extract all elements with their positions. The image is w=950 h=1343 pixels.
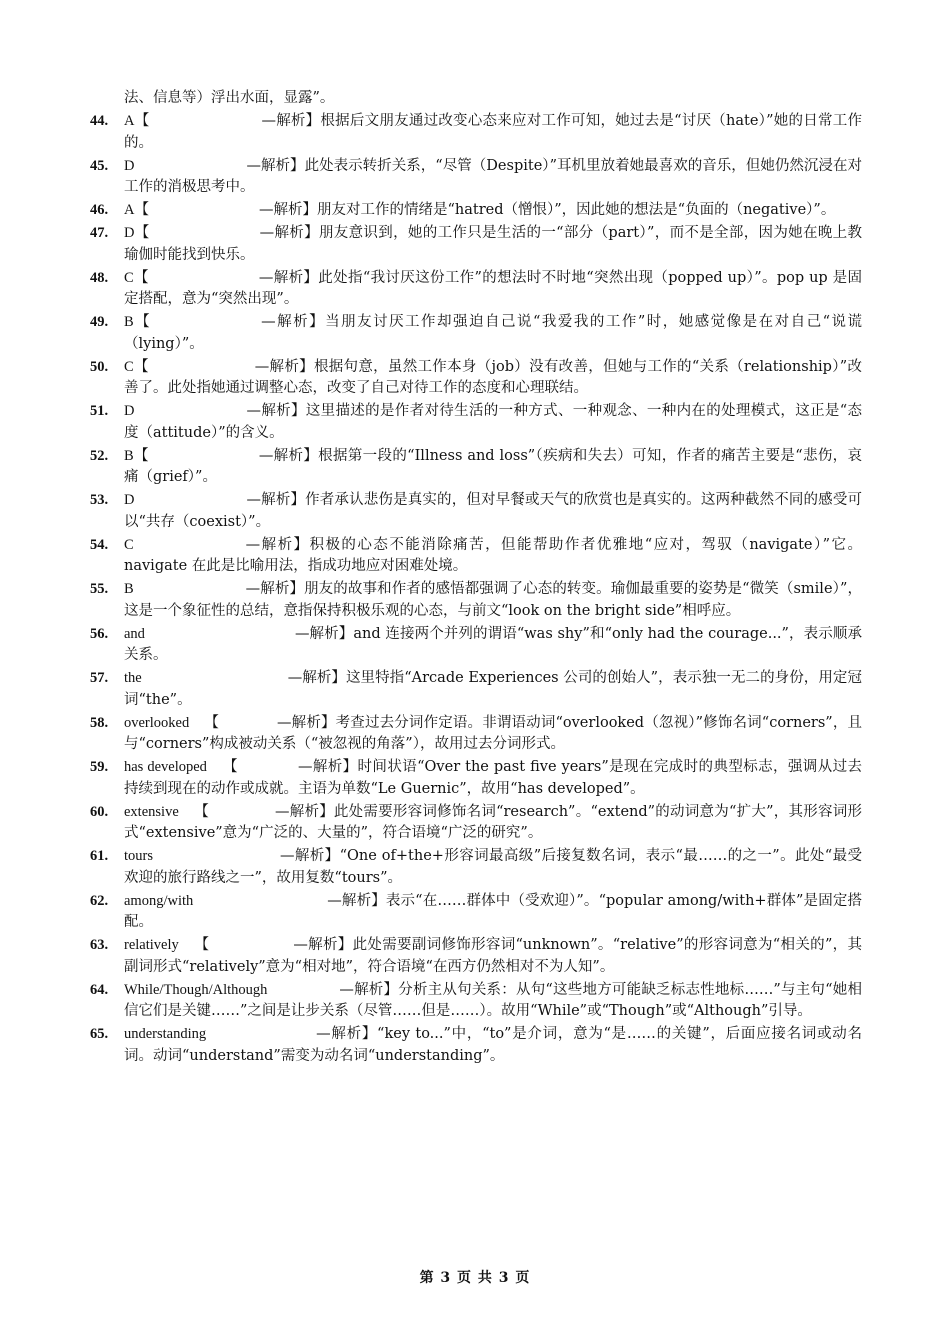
answer-choice: overlooked 【	[124, 714, 220, 731]
answer-key-content	[90, 88, 862, 1069]
answer-choice: While/Though/Although	[124, 981, 268, 998]
question-number: 65.	[90, 1026, 109, 1042]
answer-body	[124, 1024, 862, 1067]
answer-choice: B【	[124, 314, 152, 330]
answer-body	[124, 668, 862, 711]
answer-item	[90, 846, 862, 889]
question-number: 46.	[90, 202, 109, 218]
explanation-text: —解析】朋友对工作的情绪是“hatred（憎恨）”，因此她的想法是“负面的（negative）”。	[258, 202, 836, 218]
explanation-text: —解析】表示“在……群体中（受欢迎）”。“popular among/with+群体”是固定搭配。	[124, 892, 862, 930]
explanation-text: —解析】这里描述的是作者对待生活的一种方式、一种观念、一种内在的处理模式，这正是“态度（attitude）”的含义。	[124, 403, 862, 441]
answer-body	[124, 846, 862, 889]
explanation-text: —解析】分析主从句关系：从句“这些地方可能缺乏标志性地标……”与主句“她相信它们是关键……”之间是让步关系（尽管……但是……）。故用“While”或“Though”或“Although”引导。	[124, 981, 862, 1019]
answer-item	[90, 446, 862, 489]
question-number: 44.	[90, 113, 109, 129]
answer-body	[124, 312, 862, 355]
question-number: 60.	[90, 803, 109, 820]
answer-body	[124, 802, 862, 845]
answer-choice: C【	[124, 269, 149, 286]
question-number: 58.	[90, 714, 109, 731]
explanation-text: —解析】朋友意识到，她的工作只是生活的一“部分（part）”，而不是全部，因为她在晚上教瑜伽时能找到快乐。	[124, 225, 862, 263]
answer-item	[90, 579, 862, 622]
answer-choice: tours	[124, 848, 153, 864]
explanation-text: —解析】作者承认悲伤是真实的，但对早餐或天气的欣赏也是真实的。这两种截然不同的感受可以“共存（coexist）”。	[124, 492, 862, 530]
answer-item	[90, 624, 862, 667]
explanation-text: —解析】这里特指“Arcade Experiences 公司的创始人”，表示独一无二的身份，用定冠词“the”。	[124, 670, 862, 708]
answer-body	[124, 223, 862, 266]
answer-body	[124, 535, 862, 578]
answer-body	[124, 980, 862, 1023]
answer-choice: the	[124, 670, 142, 686]
answer-choice: among/with	[124, 892, 194, 909]
answer-item	[90, 535, 862, 578]
answer-choice: A【	[124, 113, 150, 129]
explanation-text: —解析】“key to...”中，“to”是介词，意为“是……的关键”，后面应接名词或动名词。动词“understand”需变为动名词“understanding”。	[124, 1026, 862, 1064]
answer-body	[124, 891, 862, 934]
question-number: 64.	[90, 981, 109, 998]
answer-item	[90, 757, 862, 800]
question-number: 54.	[90, 536, 109, 553]
explanation-text: —解析】根据第一段的“Illness and loss”（疾病和失去）可知，作者的痛苦主要是“悲伤，哀痛（grief）”。	[124, 447, 862, 485]
continuation-text: 法、信息等）浮出水面，显露”。	[124, 90, 335, 106]
answer-item	[90, 401, 862, 444]
explanation-text: —解析】当朋友讨厌工作却强迫自己说“我爱我的工作”时，她感觉像是在对自己“说谎（lying）”。	[124, 314, 862, 352]
answer-body	[124, 446, 862, 489]
answer-item	[90, 1024, 862, 1067]
question-number: 56.	[90, 625, 109, 642]
answer-item	[90, 802, 862, 845]
answer-choice: relatively 【	[124, 937, 210, 953]
answer-item	[90, 980, 862, 1023]
explanation-text: —解析】and 连接两个并列的谓语“was shy”和“only had the courage...”，表示顺承关系。	[124, 625, 862, 663]
answer-choice: A【	[124, 202, 149, 218]
explanation-text: —解析】时间状语“Over the past five years”是现在完成时的典型标志，强调从过去持续到现在的动作或成就。主语为单数“Le Guernic”，故用“has developed”。	[124, 759, 862, 797]
answer-choice: D	[124, 492, 135, 508]
answer-choice: C	[124, 536, 134, 553]
question-number: 63.	[90, 937, 109, 953]
answer-item	[90, 668, 862, 711]
explanation-text: —解析】此处需要副词修饰形容词“unknown”。“relative”的形容词意为“相关的”，其副词形式“relatively”意为“相对地”，符合语境“在西方仍然相对不为人知”。	[124, 937, 862, 975]
answer-body	[124, 624, 862, 667]
answer-choice: understanding	[124, 1026, 207, 1042]
question-number: 48.	[90, 269, 109, 286]
answer-item	[90, 713, 862, 756]
answer-body	[124, 757, 862, 800]
answer-item	[90, 111, 862, 154]
answer-body	[124, 401, 862, 444]
answer-choice: and	[124, 625, 145, 642]
answer-body	[124, 111, 862, 154]
answer-body	[124, 268, 862, 311]
answer-choice: B【	[124, 447, 149, 464]
answer-choice: D【	[124, 225, 150, 241]
answer-choice: C【	[124, 358, 149, 375]
answer-choice: extensive 【	[124, 803, 209, 820]
question-number: 59.	[90, 759, 109, 775]
answer-body	[124, 579, 862, 622]
answer-body	[124, 156, 862, 199]
question-number: 61.	[90, 848, 109, 864]
answer-body	[124, 935, 862, 978]
question-number: 47.	[90, 225, 109, 241]
answer-item	[90, 935, 862, 978]
page-footer: 第 3 页 共 3 页	[419, 1270, 531, 1286]
answer-choice: has developed 【	[124, 759, 238, 775]
answer-item	[90, 200, 862, 222]
answer-choice: B	[124, 581, 134, 597]
question-number: 50.	[90, 358, 109, 375]
answer-item	[90, 223, 862, 266]
answer-item	[90, 268, 862, 311]
question-number: 51.	[90, 403, 109, 419]
answer-body	[124, 200, 862, 222]
question-number: 57.	[90, 670, 109, 686]
answer-body	[124, 713, 862, 756]
answer-item	[90, 312, 862, 355]
question-number: 62.	[90, 892, 109, 909]
question-number: 49.	[90, 314, 109, 330]
answer-list	[90, 111, 862, 1067]
answer-body	[124, 357, 862, 400]
explanation-text: —解析】此处需要形容词修饰名词“research”。“extend”的动词意为“扩大”，其形容词形式“extensive”意为“广泛的、大量的”，符合语境“广泛的研究”。	[124, 803, 862, 841]
explanation-text: —解析】此处指“我讨厌这份工作”的想法时不时地“突然出现（popped up）”。pop up 是固定搭配，意为“突然出现”。	[124, 269, 863, 307]
explanation-text: —解析】根据后文朋友通过改变心态来应对工作可知，她过去是“讨厌（hate）”她的日常工作的。	[124, 113, 862, 151]
answer-body	[124, 490, 862, 533]
answer-choice: D	[124, 157, 135, 174]
answer-item	[90, 490, 862, 533]
question-number: 52.	[90, 447, 109, 464]
answer-item	[90, 891, 862, 934]
question-number: 55.	[90, 581, 109, 597]
explanation-text: —解析】此处表示转折关系，“尽管（Despite）”耳机里放着她最喜欢的音乐，但她仍然沉浸在对工作的消极思考中。	[124, 157, 862, 195]
answer-item	[90, 357, 862, 400]
answer-item	[90, 156, 862, 199]
answer-choice: D	[124, 403, 135, 419]
explanation-text: —解析】积极的心态不能消除痛苦，但能帮助作者优雅地“应对，驾驭（navigate）”它。navigate 在此是比喻用法，指成功地应对困难处境。	[124, 536, 862, 574]
explanation-text: —解析】朋友的故事和作者的感悟都强调了心态的转变。瑜伽最重要的姿势是“微笑（smile）”，这是一个象征性的总结，意指保持积极乐观的心态，与前文“look on the bright side”相呼应。	[124, 581, 862, 619]
explanation-text: —解析】“One of+the+形容词最高级”后接复数名词，表示“最……的之一”。此处“最受欢迎的旅行路线之一”，故用复数“tours”。	[124, 848, 862, 886]
explanation-text: —解析】根据句意，虽然工作本身（job）没有改善，但她与工作的“关系（relationship）”改善了。此处指她通过调整心态，改变了自己对待工作的态度和心理联结。	[124, 358, 863, 396]
question-number: 53.	[90, 492, 109, 508]
question-number: 45.	[90, 157, 109, 174]
explanation-text: —解析】考查过去分词作定语。非谓语动词“overlooked（忽视）”修饰名词“corners”，且与“corners”构成被动关系（“被忽视的角落”），故用过去分词形式。	[124, 714, 862, 752]
